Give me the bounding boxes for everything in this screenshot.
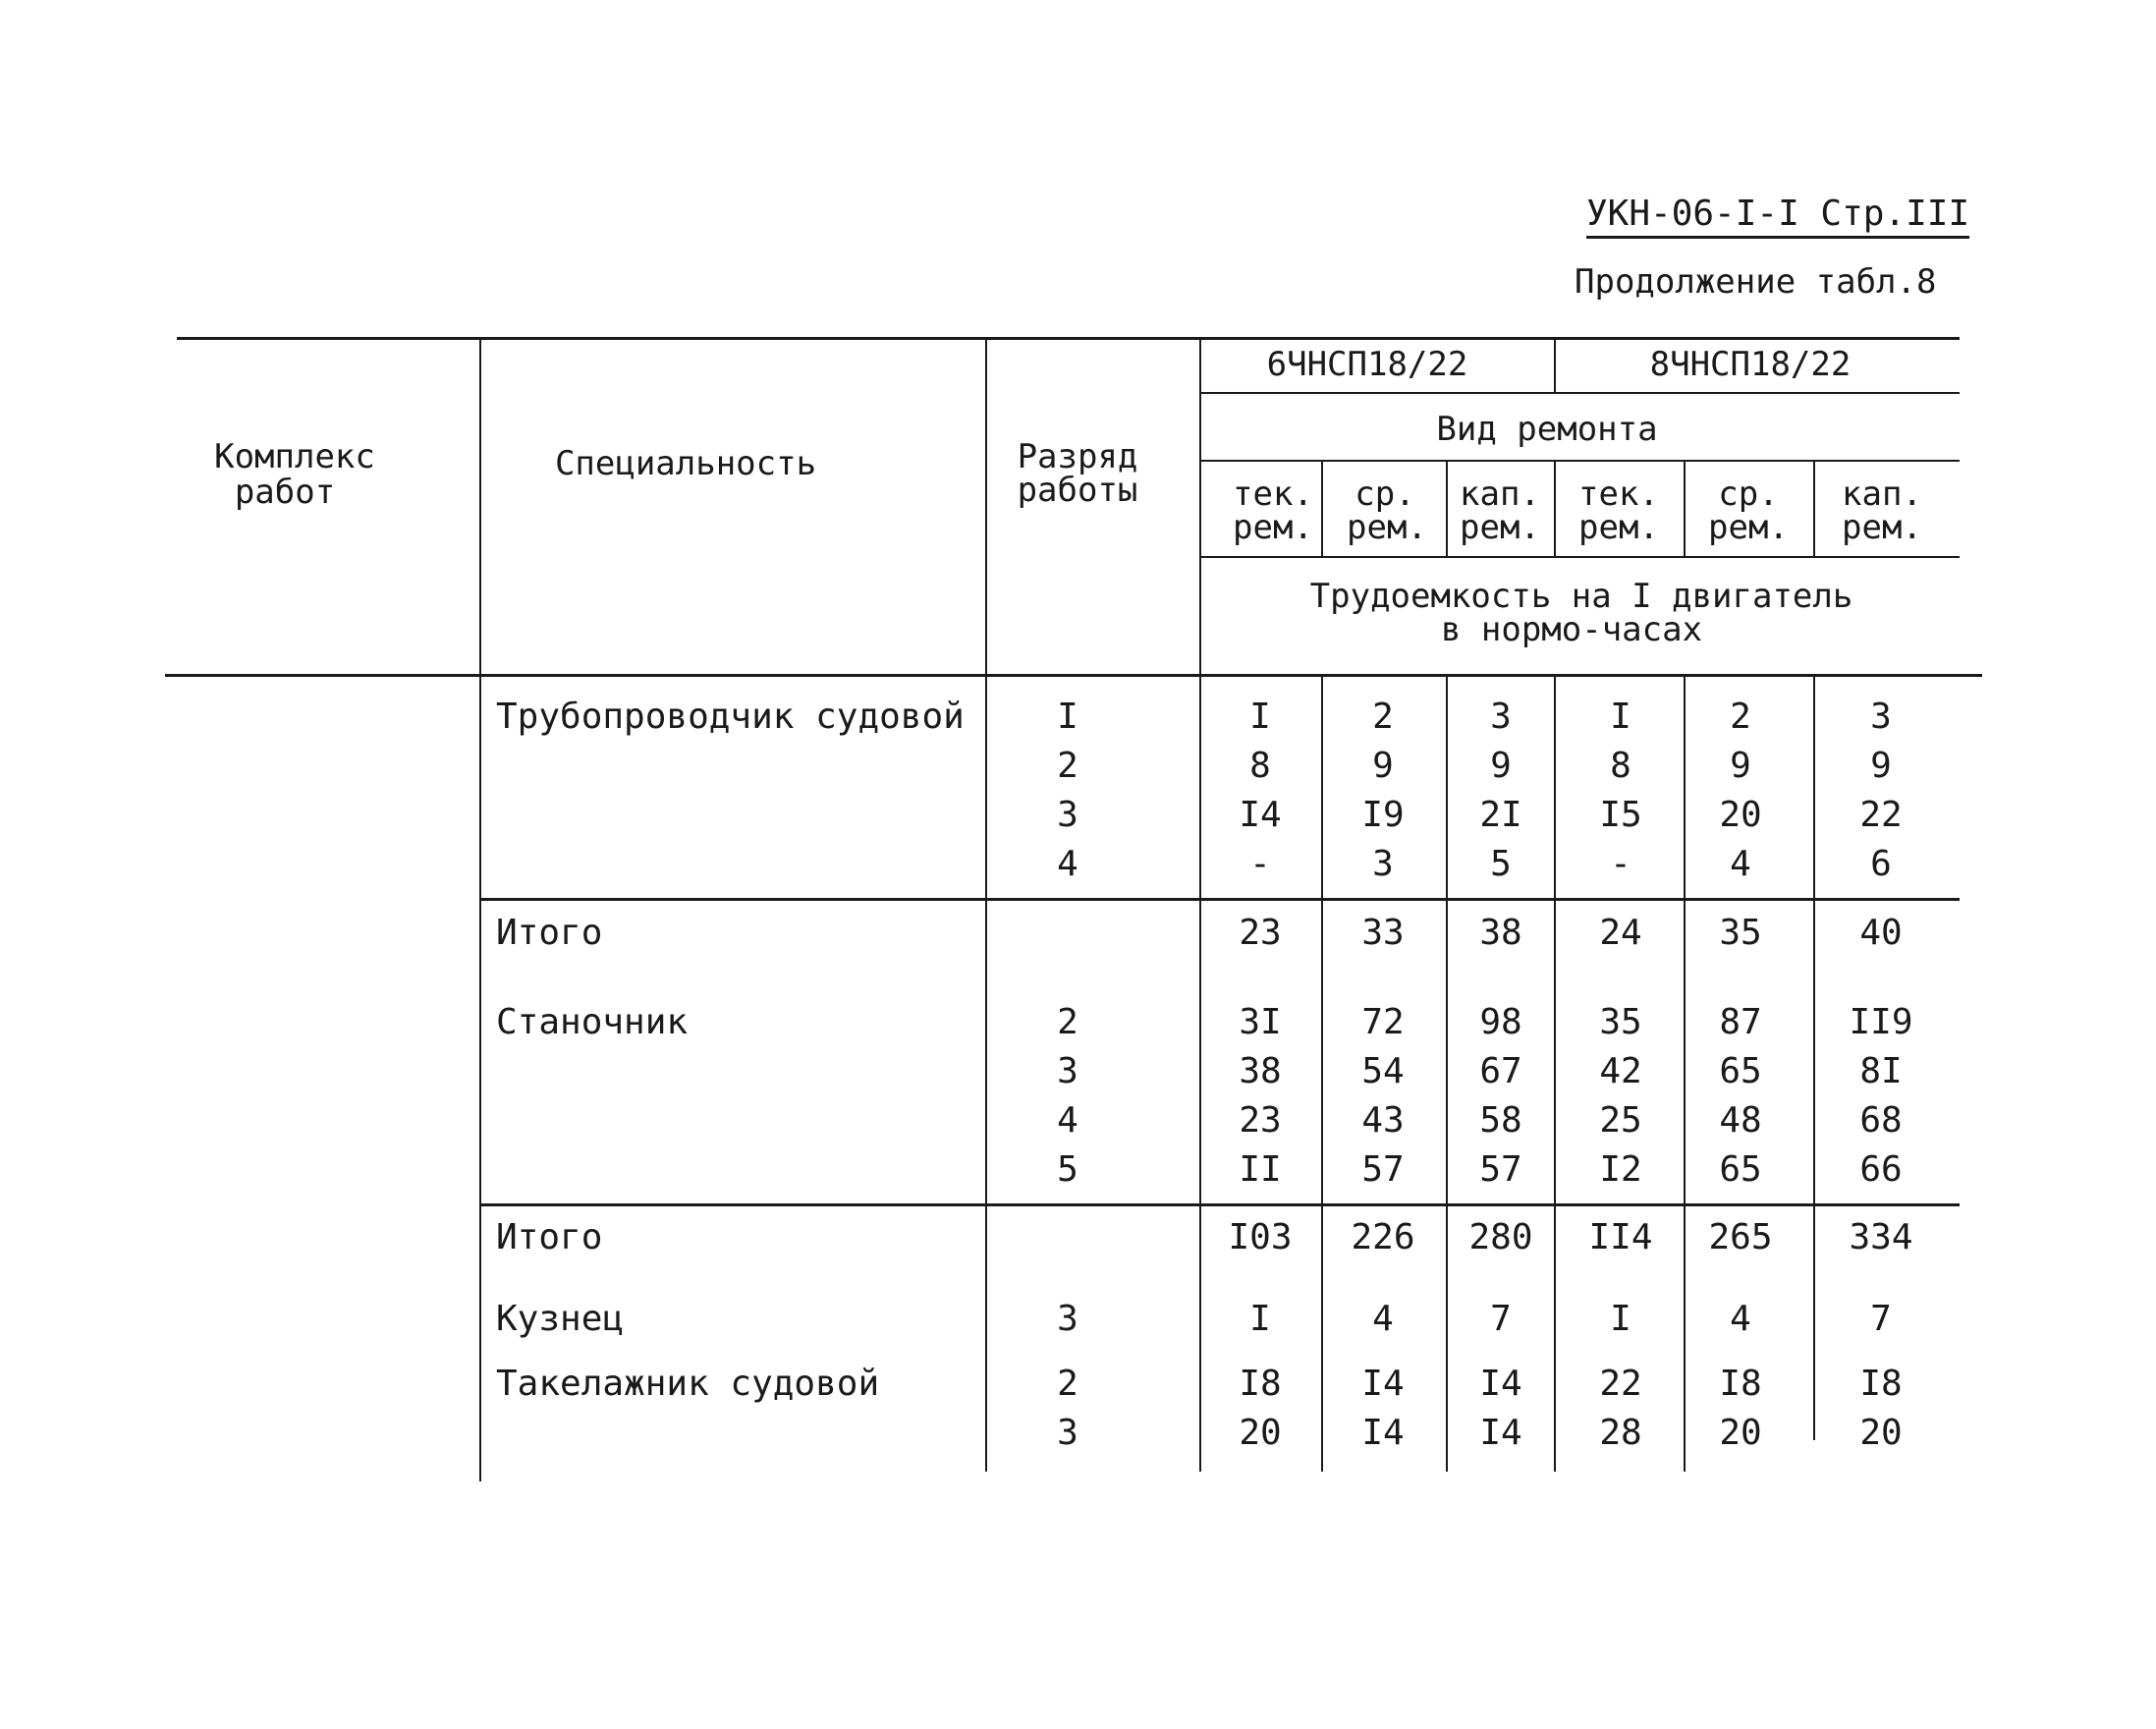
header-grade-line2: работы: [1017, 471, 1138, 510]
row-value-col-4: 22: [1599, 1364, 1642, 1404]
row-value-col-1: II: [1239, 1149, 1282, 1190]
row-value-col-6: 6: [1870, 844, 1892, 884]
row-value-col-1: 23: [1239, 1100, 1282, 1141]
row-value-col-2: 3: [1372, 844, 1394, 884]
header-repair-col-5-line2: рем.: [1708, 508, 1789, 547]
header-repair-col-1-line2: рем.: [1233, 508, 1313, 547]
row-value-col-4: I2: [1599, 1149, 1642, 1190]
row-value-col-5: 65: [1719, 1149, 1762, 1190]
row-value-col-6: II9: [1849, 1002, 1913, 1042]
row-value-col-3: 280: [1468, 1217, 1533, 1257]
row-value-col-6: I8: [1859, 1364, 1903, 1404]
header-repair-col-5-line1: ср.: [1718, 474, 1779, 514]
row-value-col-3: 38: [1479, 913, 1522, 953]
row-value-col-6: 7: [1870, 1299, 1892, 1339]
repair-divider-3: [1554, 460, 1556, 558]
row-value-col-1: I: [1249, 697, 1271, 737]
row-value-col-3: 9: [1490, 746, 1512, 786]
row-specialty: Такелажник судовой: [496, 1364, 880, 1404]
engine-header-rule: [1199, 392, 1960, 394]
doc-code: УКН-06-I-I Стр.III: [1586, 196, 1969, 239]
row-value-col-6: 22: [1859, 795, 1903, 835]
row-value-col-1: I03: [1228, 1217, 1293, 1257]
row-specialty: Итого: [496, 1217, 603, 1257]
row-value-col-1: -: [1249, 844, 1271, 884]
table-top-rule: [177, 337, 1960, 340]
row-value-col-5: 4: [1730, 844, 1751, 884]
row-grade: 5: [1057, 1149, 1078, 1190]
repair-divider-2: [1446, 460, 1448, 558]
row-value-col-5: I8: [1719, 1364, 1762, 1404]
row-specialty: Станочник: [496, 1002, 689, 1042]
body-divider-5: [1813, 674, 1815, 1440]
section-rule-2: [479, 1203, 1960, 1206]
row-value-col-6: 40: [1859, 913, 1903, 953]
row-grade: I: [1057, 697, 1078, 737]
row-value-col-4: 35: [1599, 1002, 1642, 1042]
row-value-col-1: 8: [1249, 746, 1271, 786]
header-engine-2: 8ЧНСП18/22: [1649, 345, 1852, 384]
row-value-col-2: 226: [1351, 1217, 1415, 1257]
row-grade: 3: [1057, 1299, 1078, 1339]
row-value-col-4: 25: [1599, 1100, 1642, 1141]
body-divider-4: [1684, 674, 1686, 1472]
row-value-col-5: 35: [1719, 913, 1762, 953]
row-specialty: Кузнец: [496, 1299, 625, 1339]
repair-divider-1: [1321, 460, 1323, 558]
header-repair-col-6-line2: рем.: [1842, 508, 1922, 547]
engine-divider: [1554, 337, 1556, 394]
row-value-col-1: I8: [1239, 1364, 1282, 1404]
row-value-col-1: 23: [1239, 913, 1282, 953]
repair-divider-5: [1813, 460, 1815, 558]
body-divider-2: [1446, 674, 1448, 1472]
row-value-col-1: I: [1249, 1299, 1271, 1339]
col-divider-1: [479, 337, 481, 1481]
row-grade: 2: [1057, 746, 1078, 786]
row-value-col-6: 68: [1859, 1100, 1903, 1141]
row-value-col-6: 66: [1859, 1149, 1903, 1190]
body-divider-1: [1321, 674, 1323, 1472]
row-value-col-2: 33: [1361, 913, 1405, 953]
row-value-col-5: 87: [1719, 1002, 1762, 1042]
row-value-col-4: I: [1610, 1299, 1631, 1339]
row-value-col-3: 67: [1479, 1051, 1522, 1091]
row-value-col-2: 4: [1372, 1299, 1394, 1339]
row-value-col-1: 3I: [1239, 1002, 1282, 1042]
col-divider-3: [1199, 337, 1201, 1472]
header-specialty: Специальность: [554, 444, 817, 483]
col-divider-2: [985, 337, 987, 1472]
row-value-col-3: I4: [1479, 1364, 1522, 1404]
body-divider-3: [1554, 674, 1556, 1472]
row-value-col-2: I4: [1361, 1413, 1405, 1453]
header-complex-line1: Комплекс: [214, 437, 375, 476]
row-value-col-2: 2: [1372, 697, 1394, 737]
row-grade: 2: [1057, 1002, 1078, 1042]
header-repair-col-2-line2: рем.: [1347, 508, 1427, 547]
row-value-col-5: 265: [1708, 1217, 1773, 1257]
row-grade: 2: [1057, 1364, 1078, 1404]
repair-type-rule: [1199, 460, 1960, 462]
row-value-col-2: 43: [1361, 1100, 1405, 1141]
row-value-col-2: 72: [1361, 1002, 1405, 1042]
row-grade: 3: [1057, 1051, 1078, 1091]
row-value-col-3: I4: [1479, 1413, 1522, 1453]
row-value-col-5: 2: [1730, 697, 1751, 737]
row-value-col-5: 20: [1719, 795, 1762, 835]
repair-cols-rule: [1199, 556, 1960, 558]
row-value-col-2: I4: [1361, 1364, 1405, 1404]
header-repair-col-2-line1: ср.: [1354, 474, 1415, 514]
row-grade: 4: [1057, 1100, 1078, 1141]
header-repair-col-1-line1: тек.: [1233, 474, 1313, 514]
row-value-col-4: I5: [1599, 795, 1642, 835]
row-value-col-3: 2I: [1479, 795, 1522, 835]
row-value-col-6: 3: [1870, 697, 1892, 737]
header-repair-col-6-line1: кап.: [1842, 474, 1922, 514]
row-value-col-1: 38: [1239, 1051, 1282, 1091]
row-value-col-6: 8I: [1859, 1051, 1903, 1091]
header-unit-line1: Трудоемкость на I двигатель: [1309, 577, 1853, 616]
row-value-col-2: 54: [1361, 1051, 1405, 1091]
row-value-col-4: 28: [1599, 1413, 1642, 1453]
row-value-col-1: 20: [1239, 1413, 1282, 1453]
header-repair-type: Вид ремонта: [1436, 410, 1658, 449]
row-value-col-3: 7: [1490, 1299, 1512, 1339]
row-value-col-1: I4: [1239, 795, 1282, 835]
row-value-col-3: 5: [1490, 844, 1512, 884]
row-grade: 4: [1057, 844, 1078, 884]
row-value-col-5: 20: [1719, 1413, 1762, 1453]
row-grade: 3: [1057, 1413, 1078, 1453]
row-grade: 3: [1057, 795, 1078, 835]
header-repair-col-3-line1: кап.: [1460, 474, 1540, 514]
row-value-col-4: 8: [1610, 746, 1631, 786]
row-value-col-3: 3: [1490, 697, 1512, 737]
header-grade-line1: Разряд: [1017, 437, 1138, 476]
header-engine-1: 6ЧНСП18/22: [1266, 345, 1468, 384]
row-value-col-3: 58: [1479, 1100, 1522, 1141]
row-specialty: Трубопроводчик судовой: [496, 697, 965, 737]
row-value-col-4: -: [1610, 844, 1631, 884]
header-repair-col-3-line2: рем.: [1460, 508, 1540, 547]
table-header-bottom-rule: [165, 674, 1982, 677]
row-value-col-3: 98: [1479, 1002, 1522, 1042]
header-repair-col-4-line2: рем.: [1578, 508, 1659, 547]
row-value-col-5: 4: [1730, 1299, 1751, 1339]
row-value-col-2: I9: [1361, 795, 1405, 835]
table-continuation-label: Продолжение табл.8: [1575, 262, 1937, 302]
row-value-col-4: 42: [1599, 1051, 1642, 1091]
repair-divider-4: [1684, 460, 1686, 558]
row-value-col-5: 65: [1719, 1051, 1762, 1091]
row-value-col-2: 9: [1372, 746, 1394, 786]
row-value-col-4: 24: [1599, 913, 1642, 953]
row-value-col-6: 20: [1859, 1413, 1903, 1453]
row-value-col-6: 9: [1870, 746, 1892, 786]
row-value-col-4: II4: [1588, 1217, 1653, 1257]
row-value-col-4: I: [1610, 697, 1631, 737]
header-unit-line2: в нормо-часах: [1440, 610, 1703, 649]
row-value-col-5: 48: [1719, 1100, 1762, 1141]
row-specialty: Итого: [496, 913, 603, 953]
header-repair-col-4-line1: тек.: [1578, 474, 1659, 514]
row-value-col-3: 57: [1479, 1149, 1522, 1190]
header-complex-line2: работ: [234, 473, 336, 512]
row-value-col-5: 9: [1730, 746, 1751, 786]
section-rule-1: [479, 898, 1960, 901]
row-value-col-6: 334: [1849, 1217, 1913, 1257]
row-value-col-2: 57: [1361, 1149, 1405, 1190]
